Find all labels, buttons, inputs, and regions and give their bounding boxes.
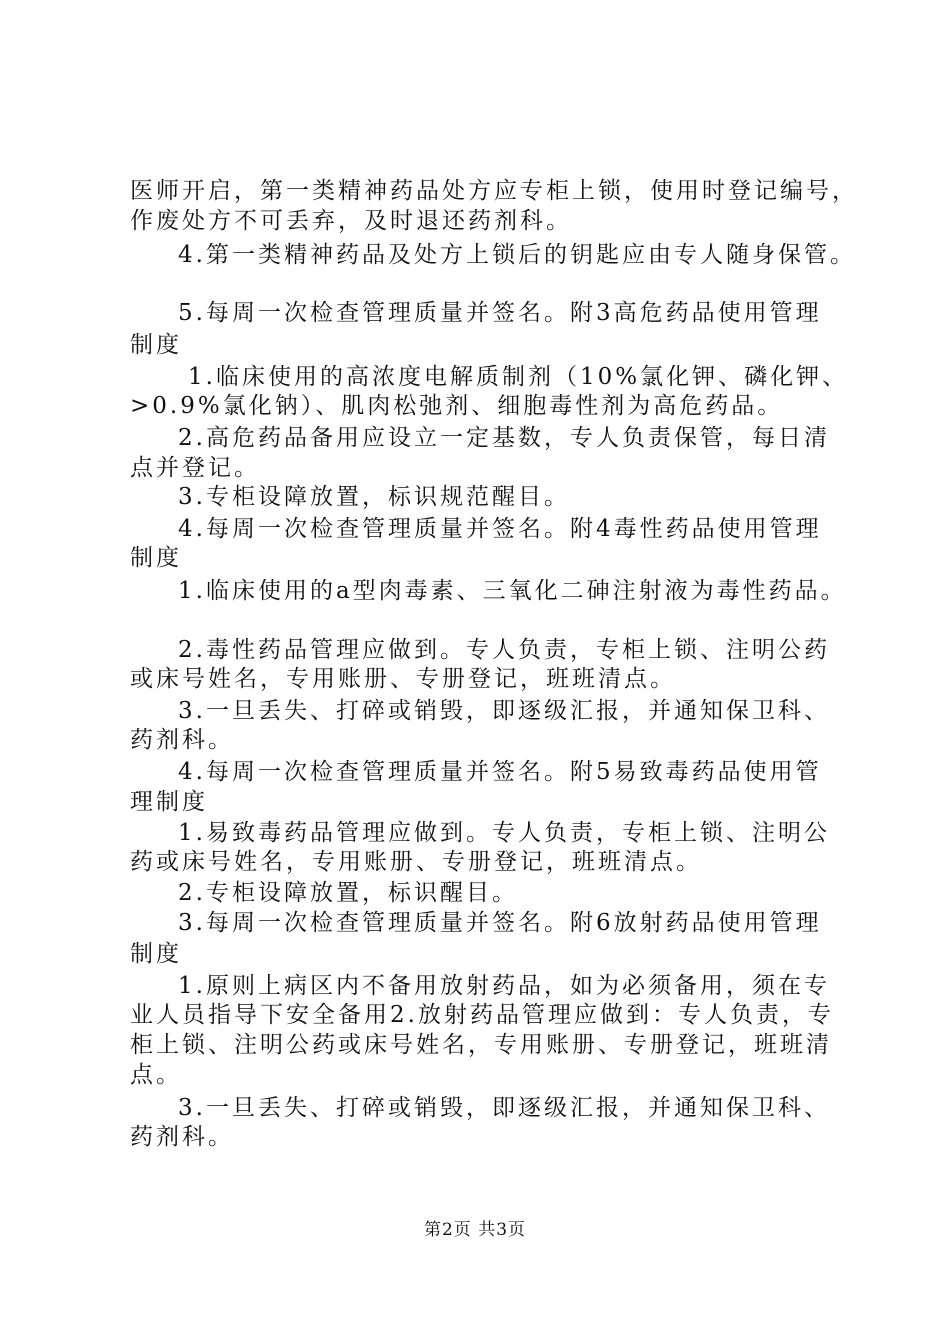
text-line: 柜上锁、注明公药或床号姓名，专用账册、专册登记，班班清 bbox=[130, 1032, 832, 1058]
text-line: 4.第一类精神药品及处方上锁后的钥匙应由专人随身保管。 bbox=[178, 242, 856, 268]
text-line: 药剂科。 bbox=[130, 727, 234, 753]
text-line: 制度 bbox=[130, 545, 182, 571]
text-line: 作废处方不可丢弃，及时退还药剂科。 bbox=[130, 208, 572, 234]
text-line: 点并登记。 bbox=[130, 455, 260, 481]
page-number-footer: 第2页 共3页 bbox=[423, 1220, 527, 1240]
text-line: 3.一旦丢失、打碎或销毁，即逐级汇报，并通知保卫科、 bbox=[178, 1095, 830, 1121]
text-line: 药或床号姓名，专用账册、专册登记，班班清点。 bbox=[130, 849, 702, 875]
text-line: 制度 bbox=[130, 941, 182, 967]
text-line: 业人员指导下安全备用2.放射药品管理应做到：专人负责，专 bbox=[130, 1002, 834, 1028]
text-line: >0.9%氯化钠）、肌肉松弛剂、细胞毒性剂为高危药品。 bbox=[130, 393, 784, 419]
text-line: 1.原则上病区内不备用放射药品，如为必须备用，须在专 bbox=[178, 973, 830, 999]
text-line: 2.毒性药品管理应做到。专人负责，专柜上锁、注明公药 bbox=[178, 637, 830, 663]
text-line: 理制度 bbox=[130, 789, 208, 815]
text-line: 1.临床使用的高浓度电解质制剂（10%氯化钾、磷化钾、 bbox=[188, 364, 849, 390]
text-line: 3.一旦丢失、打碎或销毁，即逐级汇报，并通知保卫科、 bbox=[178, 698, 830, 724]
text-line: 点。 bbox=[130, 1062, 182, 1088]
text-line: 2.专柜设障放置，标识醒目。 bbox=[178, 880, 518, 906]
text-line: 1.易致毒药品管理应做到。专人负责，专柜上锁、注明公 bbox=[178, 820, 830, 846]
text-line: 或床号姓名，专用账册、专册登记，班班清点。 bbox=[130, 666, 676, 692]
text-line: 医师开启，第一类精神药品处方应专柜上锁，使用时登记编号， bbox=[130, 178, 858, 204]
text-line: 1.临床使用的a型肉毒素、三氧化二砷注射液为毒性药品。 bbox=[178, 578, 847, 604]
text-line: 3.每周一次检查管理质量并签名。附6放射药品使用管理 bbox=[178, 910, 822, 936]
text-line: 4.每周一次检查管理质量并签名。附4毒性药品使用管理 bbox=[178, 516, 822, 542]
text-line: 5.每周一次检查管理质量并签名。附3高危药品使用管理 bbox=[178, 300, 822, 326]
text-line: 药剂科。 bbox=[130, 1124, 234, 1150]
text-line: 2.高危药品备用应设立一定基数，专人负责保管，每日清 bbox=[178, 425, 830, 451]
text-line: 3.专柜设障放置，标识规范醒目。 bbox=[178, 484, 570, 510]
text-line: 制度 bbox=[130, 332, 182, 358]
text-line: 4.每周一次检查管理质量并签名。附5易致毒药品使用管 bbox=[178, 759, 822, 785]
